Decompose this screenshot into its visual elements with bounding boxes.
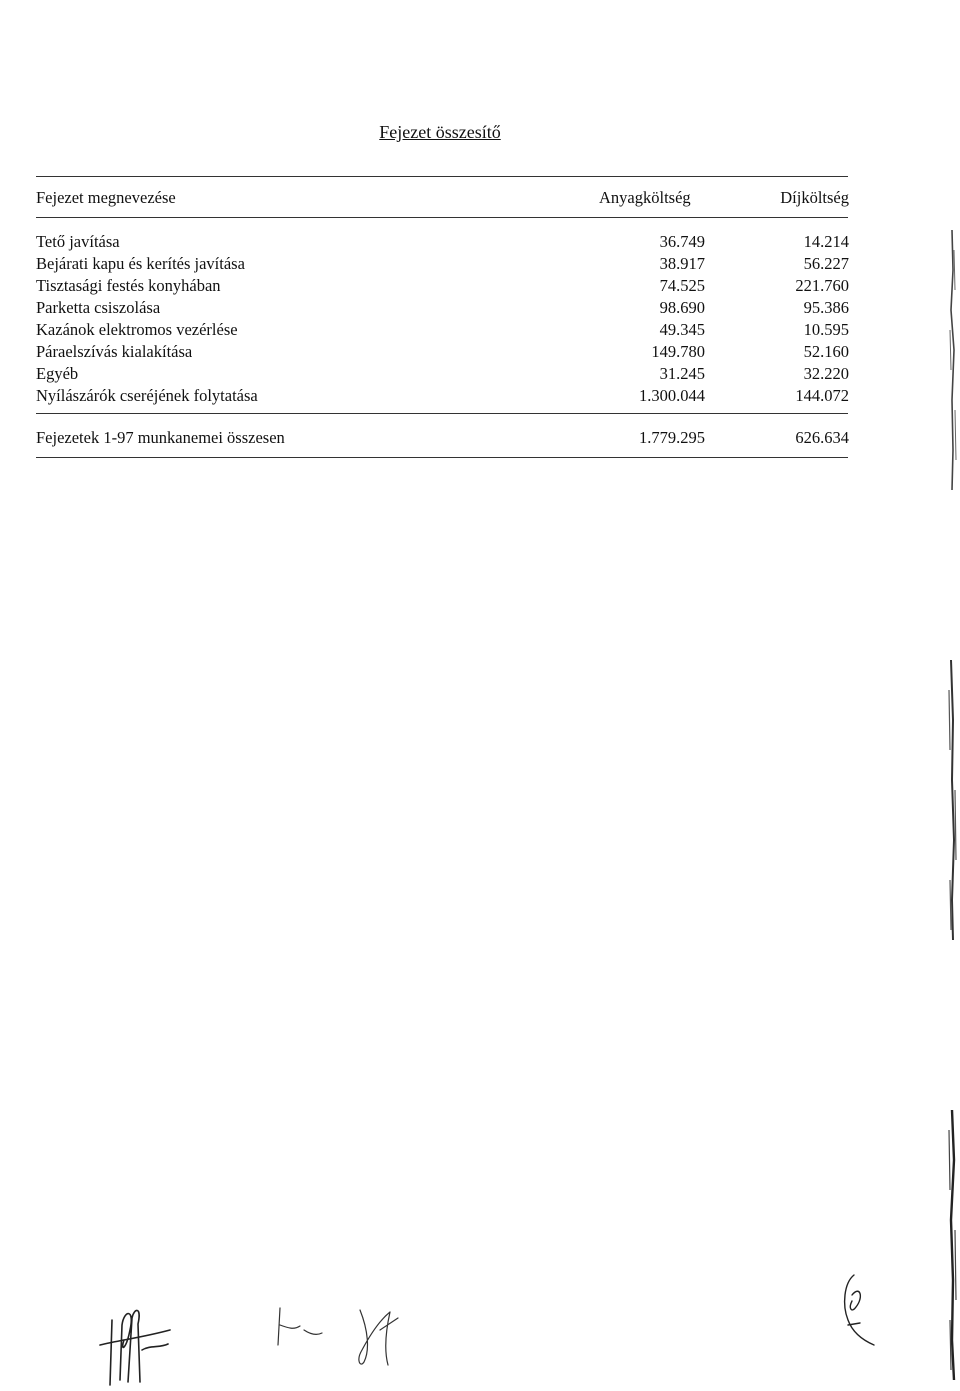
total-name: Fejezetek 1-97 munkanemei összesen (36, 428, 285, 447)
row-material-cost: 149.780 (651, 342, 705, 361)
row-name: Tető javítása (36, 232, 120, 251)
row-labor-cost: 221.760 (795, 276, 849, 295)
header-bottom-rule (36, 217, 848, 218)
row-name: Kazánok elektromos vezérlése (36, 320, 238, 339)
row-name: Páraelszívás kialakítása (36, 342, 193, 361)
total-bottom-rule (36, 457, 848, 458)
header-material-cost: Anyagköltség (599, 188, 691, 207)
header-labor-cost: Díjköltség (780, 188, 849, 207)
row-name: Parketta csiszolása (36, 298, 161, 317)
scan-edge-mark (944, 660, 958, 940)
total-material-cost: 1.779.295 (639, 428, 705, 447)
page-title: Fejezet összesítő (379, 122, 501, 142)
row-material-cost: 31.245 (659, 364, 705, 383)
row-name: Bejárati kapu és kerítés javítása (36, 254, 245, 273)
row-material-cost: 49.345 (659, 320, 705, 339)
table-top-rule (36, 176, 848, 177)
row-material-cost: 74.525 (659, 276, 705, 295)
signature-initial-right (830, 1265, 890, 1355)
row-labor-cost: 56.227 (803, 254, 849, 273)
row-labor-cost: 32.220 (803, 364, 849, 383)
row-name: Nyílászárók cseréjének folytatása (36, 386, 258, 405)
signature-mark-center (350, 1290, 410, 1370)
row-labor-cost: 14.214 (803, 232, 849, 251)
scan-edge-mark (944, 1110, 958, 1380)
body-bottom-rule (36, 413, 848, 414)
row-material-cost: 38.917 (659, 254, 705, 273)
signature-initials-left (80, 1290, 190, 1390)
row-labor-cost: 144.072 (795, 386, 849, 405)
row-name: Egyéb (36, 364, 79, 383)
row-material-cost: 1.300.044 (639, 386, 705, 405)
signature-mark-middle (270, 1300, 330, 1350)
total-labor-cost: 626.634 (795, 428, 849, 447)
row-labor-cost: 52.160 (803, 342, 849, 361)
header-name: Fejezet megnevezése (36, 188, 176, 207)
scan-edge-mark (944, 230, 958, 490)
row-name: Tisztasági festés konyhában (36, 276, 221, 295)
row-labor-cost: 95.386 (803, 298, 849, 317)
row-material-cost: 98.690 (659, 298, 705, 317)
row-labor-cost: 10.595 (803, 320, 849, 339)
row-material-cost: 36.749 (659, 232, 705, 251)
